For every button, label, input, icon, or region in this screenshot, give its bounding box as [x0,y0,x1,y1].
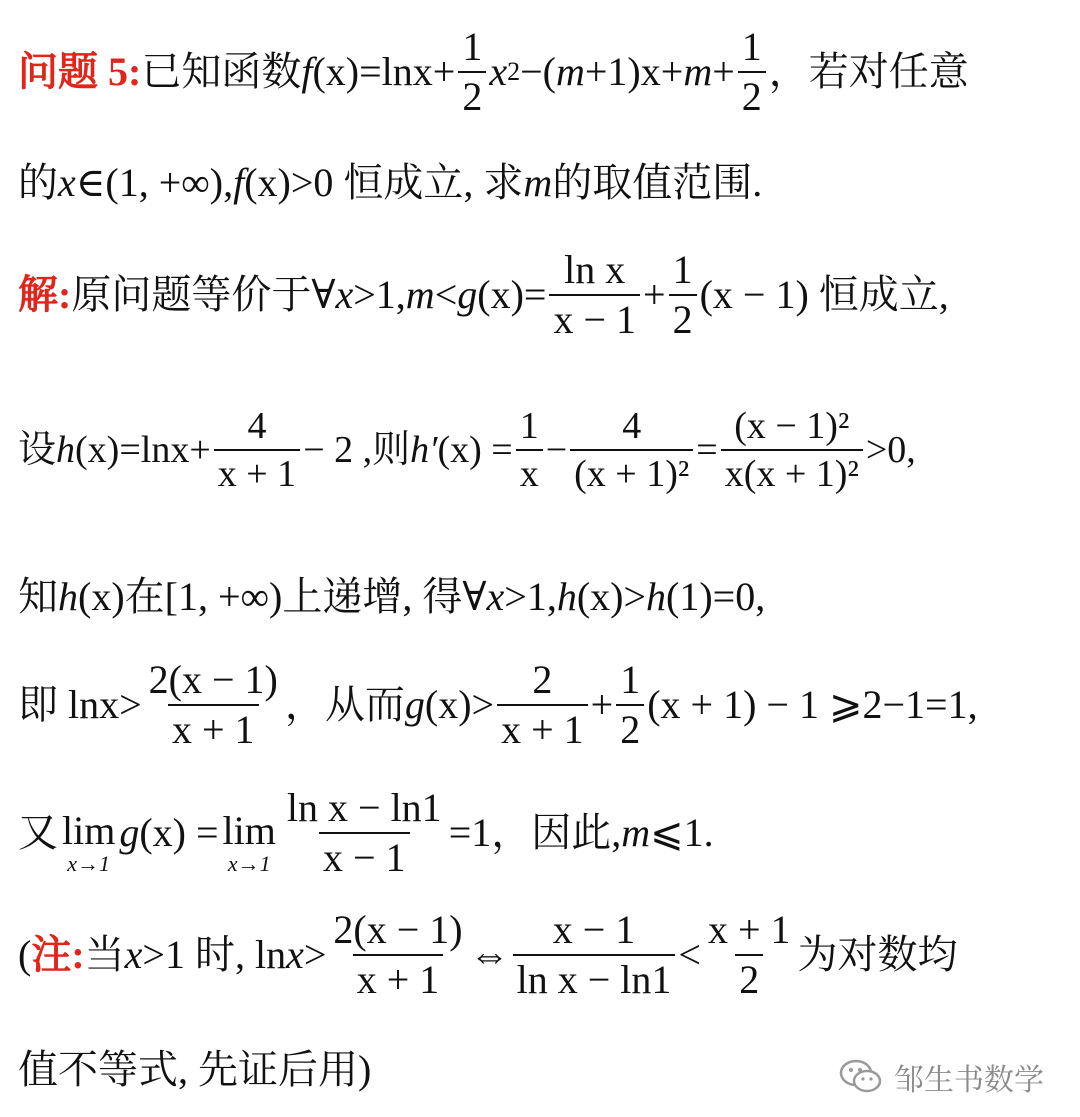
fraction: $\frac{1}{2}$ [458,27,486,117]
problem-line-1: 问题 5: 已知函数 f (x)=lnx+ $\frac{1}{2}$ x 2 −( m +1) x+ m + $\frac{1}{2}$ ，若对任意 [18,24,969,119]
derivative-line: 设 h (x)=lnx+ $\frac{4}{x + 1}$ − 2 ,则 h′ (x) = $\frac{1}{x}$ − $\frac{4}{\text{(x + 1)²}}$ = $\frac{\text{(x − 1)²}}{\text{x(x + 1)²}}$ >0, [18,404,916,495]
solution-label: 解: [18,272,72,317]
limit-operator: lim x→1 [222,807,276,876]
problem-label: 问题 5: [18,49,142,94]
fraction: $\frac{x - 1}{\text{ln x − ln1}}$ [513,910,676,1000]
problem-text: 已知函数 [141,49,302,94]
note-line-2: 值不等式, 先证后用) [18,1047,372,1092]
wechat-icon [838,1057,884,1097]
limit-operator: lim x→1 [62,807,116,876]
fraction: $\frac{x + 1}{2}$ [707,907,791,1002]
fraction: $\frac{1}{2}$ [738,27,766,117]
fraction: $\frac{2(x - 1)}{x + 1}$ [333,907,463,1002]
fraction: $\frac{2(x - 1)}{x + 1}$ [148,657,278,752]
fraction: $\frac{2}{x + 1}$ [497,660,588,750]
fraction: $\frac{4}{\text{(x + 1)²}}$ [570,407,693,493]
fraction: $\frac{4}{x + 1}$ [214,407,300,493]
fraction: $\frac{\text{(x − 1)²}}{\text{x(x + 1)²}}$ [721,407,863,493]
note-line: ( 注: 当 x >1 时, ln x > $\frac{2(x - 1)}{x + 1}$ ⇔ $\frac{x - 1}{\text{ln x − ln1}}$ < $\frac{x + 1}{2}$ 为对数均 [18,907,958,1002]
solution-line: 解: 原问题等价于∀ x >1, m < g (x)= $\frac{\text{ln x}}{x - 1}$ + $\frac{1}{2}$ (x − 1) 恒成立, [18,247,949,342]
inequality-line: 即 lnx> $\frac{2(x - 1)}{x + 1}$ ，从而 g (x)> $\frac{2}{x + 1}$ + $\frac{1}{2}$ (x + 1) − 1 ⩾2−1=1, [18,657,978,752]
fraction: $\frac{\text{ln x − ln1}}{x - 1}$ [286,784,442,880]
fraction: $\frac{1}{x}$ [516,407,543,493]
limit-line: 又 lim x→1 g (x) = lim x→1 $\frac{\text{ln x − ln1}}{x - 1}$ =1，因此, m ⩽1. [18,784,714,880]
watermark [838,1055,1044,1099]
fraction: $\frac{1}{2}$ [616,660,644,750]
fraction: $\frac{1}{2}$ [669,250,697,340]
fraction: $\frac{\text{ln x}}{x - 1}$ [549,250,640,340]
increasing-line: 知 h (x)在[1, +∞)上递增, 得∀ x >1, h (x)> h (1)=0, [18,574,766,619]
note-label: 注: [31,932,85,977]
watermark-text: 邹生书数学 [894,1063,1044,1098]
problem-line-2: 的 x ∈(1, +∞), f (x)>0 恒成立, 求 m 的取值范围. [18,160,763,205]
